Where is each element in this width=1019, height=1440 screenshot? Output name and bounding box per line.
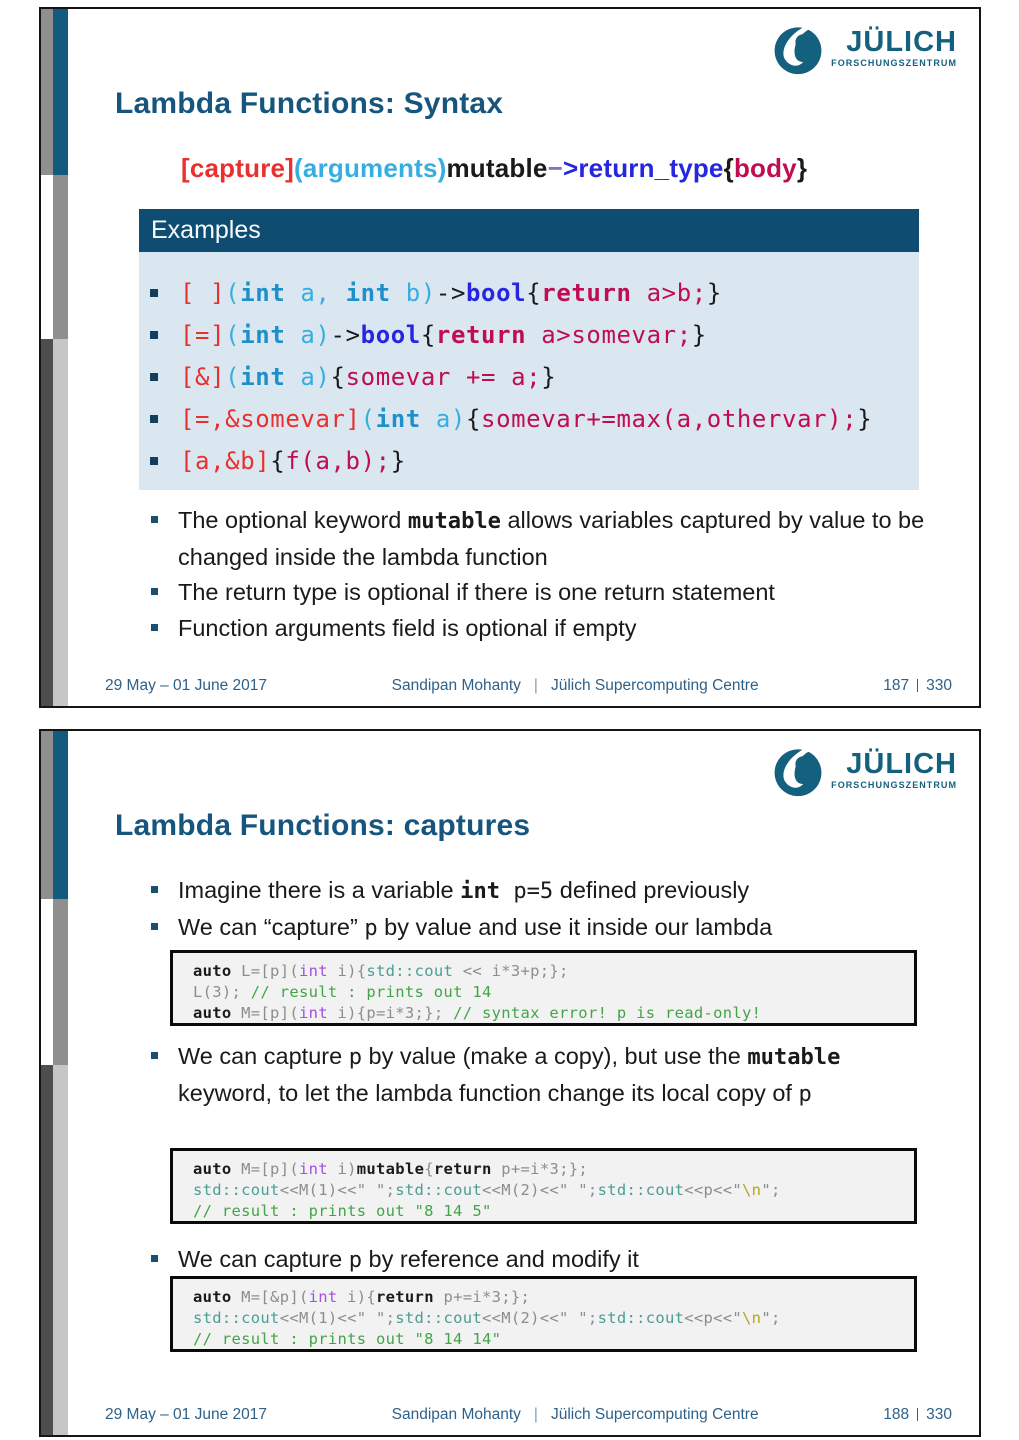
code-line: std::cout<<M(1)<<" ";std::cout<<M(2)<<" ";std::cout<<p<<"\n"; [193,1181,781,1199]
bullet-list [150,503,925,646]
slide-title: Lambda Functions: Syntax [115,87,504,120]
footer-page-number: 188 [883,1406,910,1423]
examples-box [139,209,919,490]
code-block-mutable [170,1148,917,1224]
bullet-square-icon [151,1052,158,1059]
bullet-square-icon [151,624,158,631]
footer-separator: | [533,677,538,694]
code-line: auto M=[p](int i){p=i*3;}; // syntax error! p is read-only! [193,1004,762,1022]
bullet-item: The optional keyword mutable allows variables captured by value to be changed inside the lambda function [150,503,925,575]
sidebar-progress [41,731,68,1435]
code-line: // result : prints out "8 14 14" [193,1330,502,1348]
bullet-square-icon [150,373,158,381]
bullet-square-icon [151,588,158,595]
julich-logo [772,743,957,799]
footer-page-indicator [883,1406,952,1424]
sidebar-section-bottom [41,1065,68,1435]
example-item: [ ](int a, int b)->bool{return a>b;} [139,272,919,314]
footer-page-total: 330 [926,1406,952,1423]
example-item: [=,&somevar](int a){somevar+=max(a,othervar);} [139,398,919,440]
code-line: auto L=[p](int i){std::cout << i*3+p;}; [193,962,569,980]
bullet-square-icon [151,516,158,523]
slide-lambda-syntax [39,7,981,708]
example-item: [&](int a){somevar += a;} [139,356,919,398]
bullet-item: Imagine there is a variable int p=5 defined previously [150,873,749,910]
page-divider [917,679,918,692]
footer-separator: | [533,1406,538,1423]
logo-title: JÜLICH [846,748,957,780]
sidebar-section-middle [41,175,68,339]
examples-header: Examples [139,209,919,252]
bullet-square-icon [151,886,158,893]
code-line: auto M=[p](int i)mutable{return p+=i*3;}; [193,1160,588,1178]
footer-date: 29 May – 01 June 2017 [105,677,268,694]
footer-date: 29 May – 01 June 2017 [105,1406,268,1423]
footer-institute: Jülich Supercomputing Centre [550,677,759,694]
julich-logo [772,21,957,77]
slide-lambda-captures [39,729,981,1437]
bullet-item: We can “capture” p by value and use it inside our lambda [150,910,772,947]
code-block-capture-by-value [170,950,917,1026]
bullet-item: We can capture p by reference and modify it [150,1242,639,1279]
bullet-item: We can capture p by value (make a copy), but use the mutable keyword, to let the lambda function change its local copy of p [150,1039,908,1112]
sidebar-section-middle [41,899,68,1065]
footer-page-total: 330 [926,677,952,694]
bullet-square-icon [150,331,158,339]
footer-author: Sandipan Mohanty [391,1406,521,1423]
example-item: [a,&b]{f(a,b);} [139,440,919,482]
footer [105,1406,952,1424]
footer [105,677,952,695]
footer-page-number: 187 [883,677,910,694]
bullet-square-icon [150,289,158,297]
julich-logo-icon [772,21,824,77]
sidebar-section-top [41,731,68,899]
logo-title: JÜLICH [846,26,957,58]
code-line: // result : prints out "8 14 5" [193,1202,492,1220]
logo-subtitle: FORSCHUNGSZENTRUM [831,780,957,790]
bullet-square-icon [151,1255,158,1262]
slide-title: Lambda Functions: captures [115,809,531,842]
logo-subtitle: FORSCHUNGSZENTRUM [831,58,957,68]
julich-logo-icon [772,743,824,799]
page-divider [917,1408,918,1421]
footer-author: Sandipan Mohanty [391,677,521,694]
bullet-item: Function arguments field is optional if empty [150,611,925,647]
bullet-square-icon [150,415,158,423]
footer-institute: Jülich Supercomputing Centre [550,1406,759,1423]
footer-page-indicator [883,677,952,695]
bullet-square-icon [150,457,158,465]
examples-body [139,252,919,490]
code-line: std::cout<<M(1)<<" ";std::cout<<M(2)<<" ";std::cout<<p<<"\n"; [193,1309,781,1327]
sidebar-section-top [41,9,68,175]
sidebar-section-bottom [41,339,68,706]
bullet-square-icon [151,923,158,930]
sidebar-progress [41,9,68,706]
code-line: L(3); // result : prints out 14 [193,983,492,1001]
code-line: auto M=[&p](int i){return p+=i*3;}; [193,1288,531,1306]
code-block-capture-by-reference [170,1276,917,1352]
example-item: [=](int a)->bool{return a>somevar;} [139,314,919,356]
lambda-syntax-line: [capture](arguments)mutable−>return_type{body} [181,153,808,183]
bullet-item: The return type is optional if there is one return statement [150,575,925,611]
